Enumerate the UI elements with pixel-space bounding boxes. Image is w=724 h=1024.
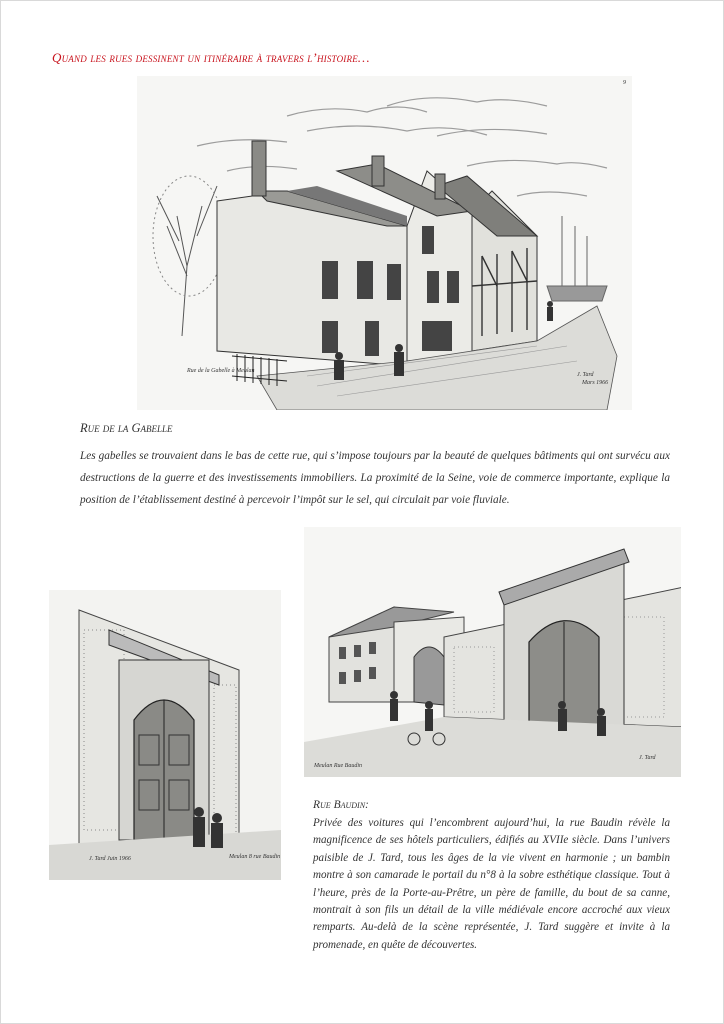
illustration-rue-baudin — [304, 527, 681, 777]
portal-signature: J. Tard Juin 1966 — [89, 856, 131, 862]
baudin-drawing — [304, 527, 681, 777]
baudin-signature: J. Tard — [639, 755, 656, 761]
illustration-portal-rue-baudin — [49, 590, 281, 880]
page-headline: Quand les rues dessinent un itinéraire à travers l’histoire… — [52, 50, 370, 65]
gabelle-signature-date: Mars 1966 — [582, 380, 609, 386]
baudin-caption: Meulan Rue Baudin — [314, 763, 362, 769]
section-text-baudin: Privée des voitures qui l’encombrent aujourd’hui, la rue Baudin révèle la magnificence de ses hôtels particuliers, édifiés au XVIIe siècle. Dans l’univers paisible de J. Tard, tous les âges de la vie vivent en harmonie ; un bambin montre à son camarade le portail du n°8 à la sobre esthétique classique. Tout à l’heure, près de la Porte-au-Prêtre, un père de famille, du bout de sa canne, montrait à son fils un détail de la ville médiévale encore accroché aux vieux remparts. Au-delà de la scène représentée, J. Tard suggère et invite à la promenade, en quête de découvertes. — [313, 817, 670, 951]
portal-caption: Meulan 8 rue Baudin — [229, 854, 281, 860]
gabelle-signature: J. Tard — [577, 372, 594, 378]
section-title-baudin: Rue Baudin: — [313, 799, 369, 811]
gabelle-corner-mark: 9 — [623, 80, 626, 86]
section-title-gabelle: Rue de la Gabelle — [80, 421, 173, 435]
gabelle-caption: Rue de la Gabelle à Meulan — [187, 368, 255, 374]
portal-drawing — [49, 590, 281, 880]
section-text-gabelle: Les gabelles se trouvaient dans le bas de cette rue, qui s’impose toujours par la beauté de quelques bâtiments qui ont survécu aux destructions de la guerre et des investissements immobiliers. La proximité de la Seine, voie de commerce importante, explique la position de l’établissement destiné à percevoir l’impôt sur le sel, qui circulait par voie fluviale. — [80, 450, 670, 506]
gabelle-drawing — [137, 76, 632, 410]
illustration-rue-de-la-gabelle — [137, 76, 632, 410]
